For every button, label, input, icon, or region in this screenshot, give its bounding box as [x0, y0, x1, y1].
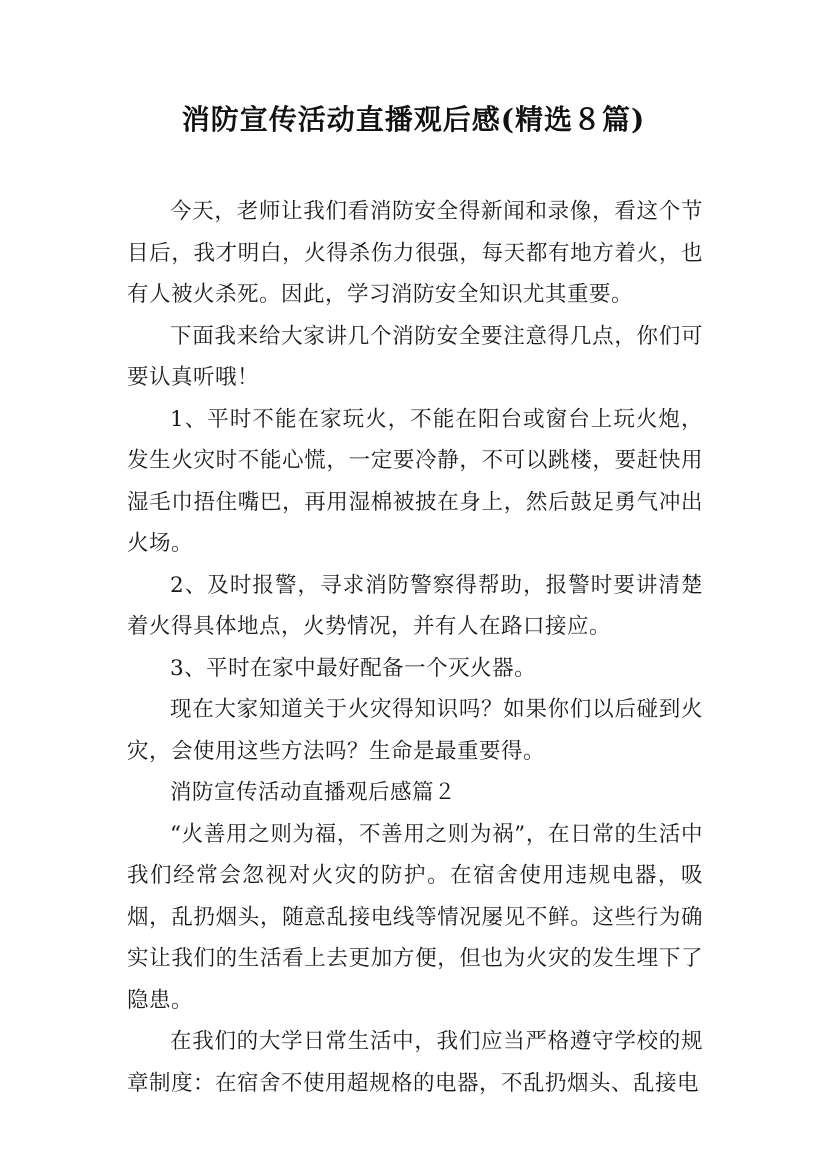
paragraph: 今天，老师让我们看消防安全得新闻和录像，看这个节目后，我才明白，火得杀伤力很强，每天都有地方着火，也有人被火杀死。因此，学习消防安全知识尤其重要。 — [127, 199, 703, 307]
paragraph: “火善用之则为福，不善用之则为祸”，在日常的生活中我们经常会忽视对火灾的防护。在宿舍使用违规电器，吸烟，乱扔烟头，随意乱接电线等情况屡见不鲜。这些行为确实让我们的生活看上去更加方便，但也为火灾的发生埋下了隐患。 — [127, 821, 703, 1013]
paragraph: 2、及时报警，寻求消防警察得帮助，报警时要讲清楚着火得具体地点，火势情况，并有人在路口接应。 — [127, 572, 703, 639]
document-body — [127, 191, 703, 1104]
section-heading: 消防宣传活动直播观后感篇２ — [170, 780, 457, 805]
paragraph: 下面我来给大家讲几个消防安全要注意得几点，你们可要认真听哦！ — [127, 323, 703, 390]
document-title: 消防宣传活动直播观后感(精选８篇) — [181, 103, 646, 136]
paragraph: 1、平时不能在家玩火，不能在阳台或窗台上玩火炮，发生火灾时不能心慌，一定要冷静，不可以跳楼，要赶快用湿毛巾捂住嘴巴，再用湿棉被披在身上，然后鼓足勇气冲出火场。 — [127, 406, 703, 556]
paragraph: 3、平时在家中最好配备一个灭火器。 — [170, 655, 537, 681]
paragraph: 现在大家知道关于火灾得知识吗？如果你们以后碰到火灾，会使用这些方法吗？生命是最重要得。 — [127, 697, 703, 764]
paragraph: 在我们的大学日常生活中，我们应当严格遵守学校的规章制度：在宿舍不使用超规格的电器，不乱扔烟头、乱接电 — [127, 1029, 703, 1096]
